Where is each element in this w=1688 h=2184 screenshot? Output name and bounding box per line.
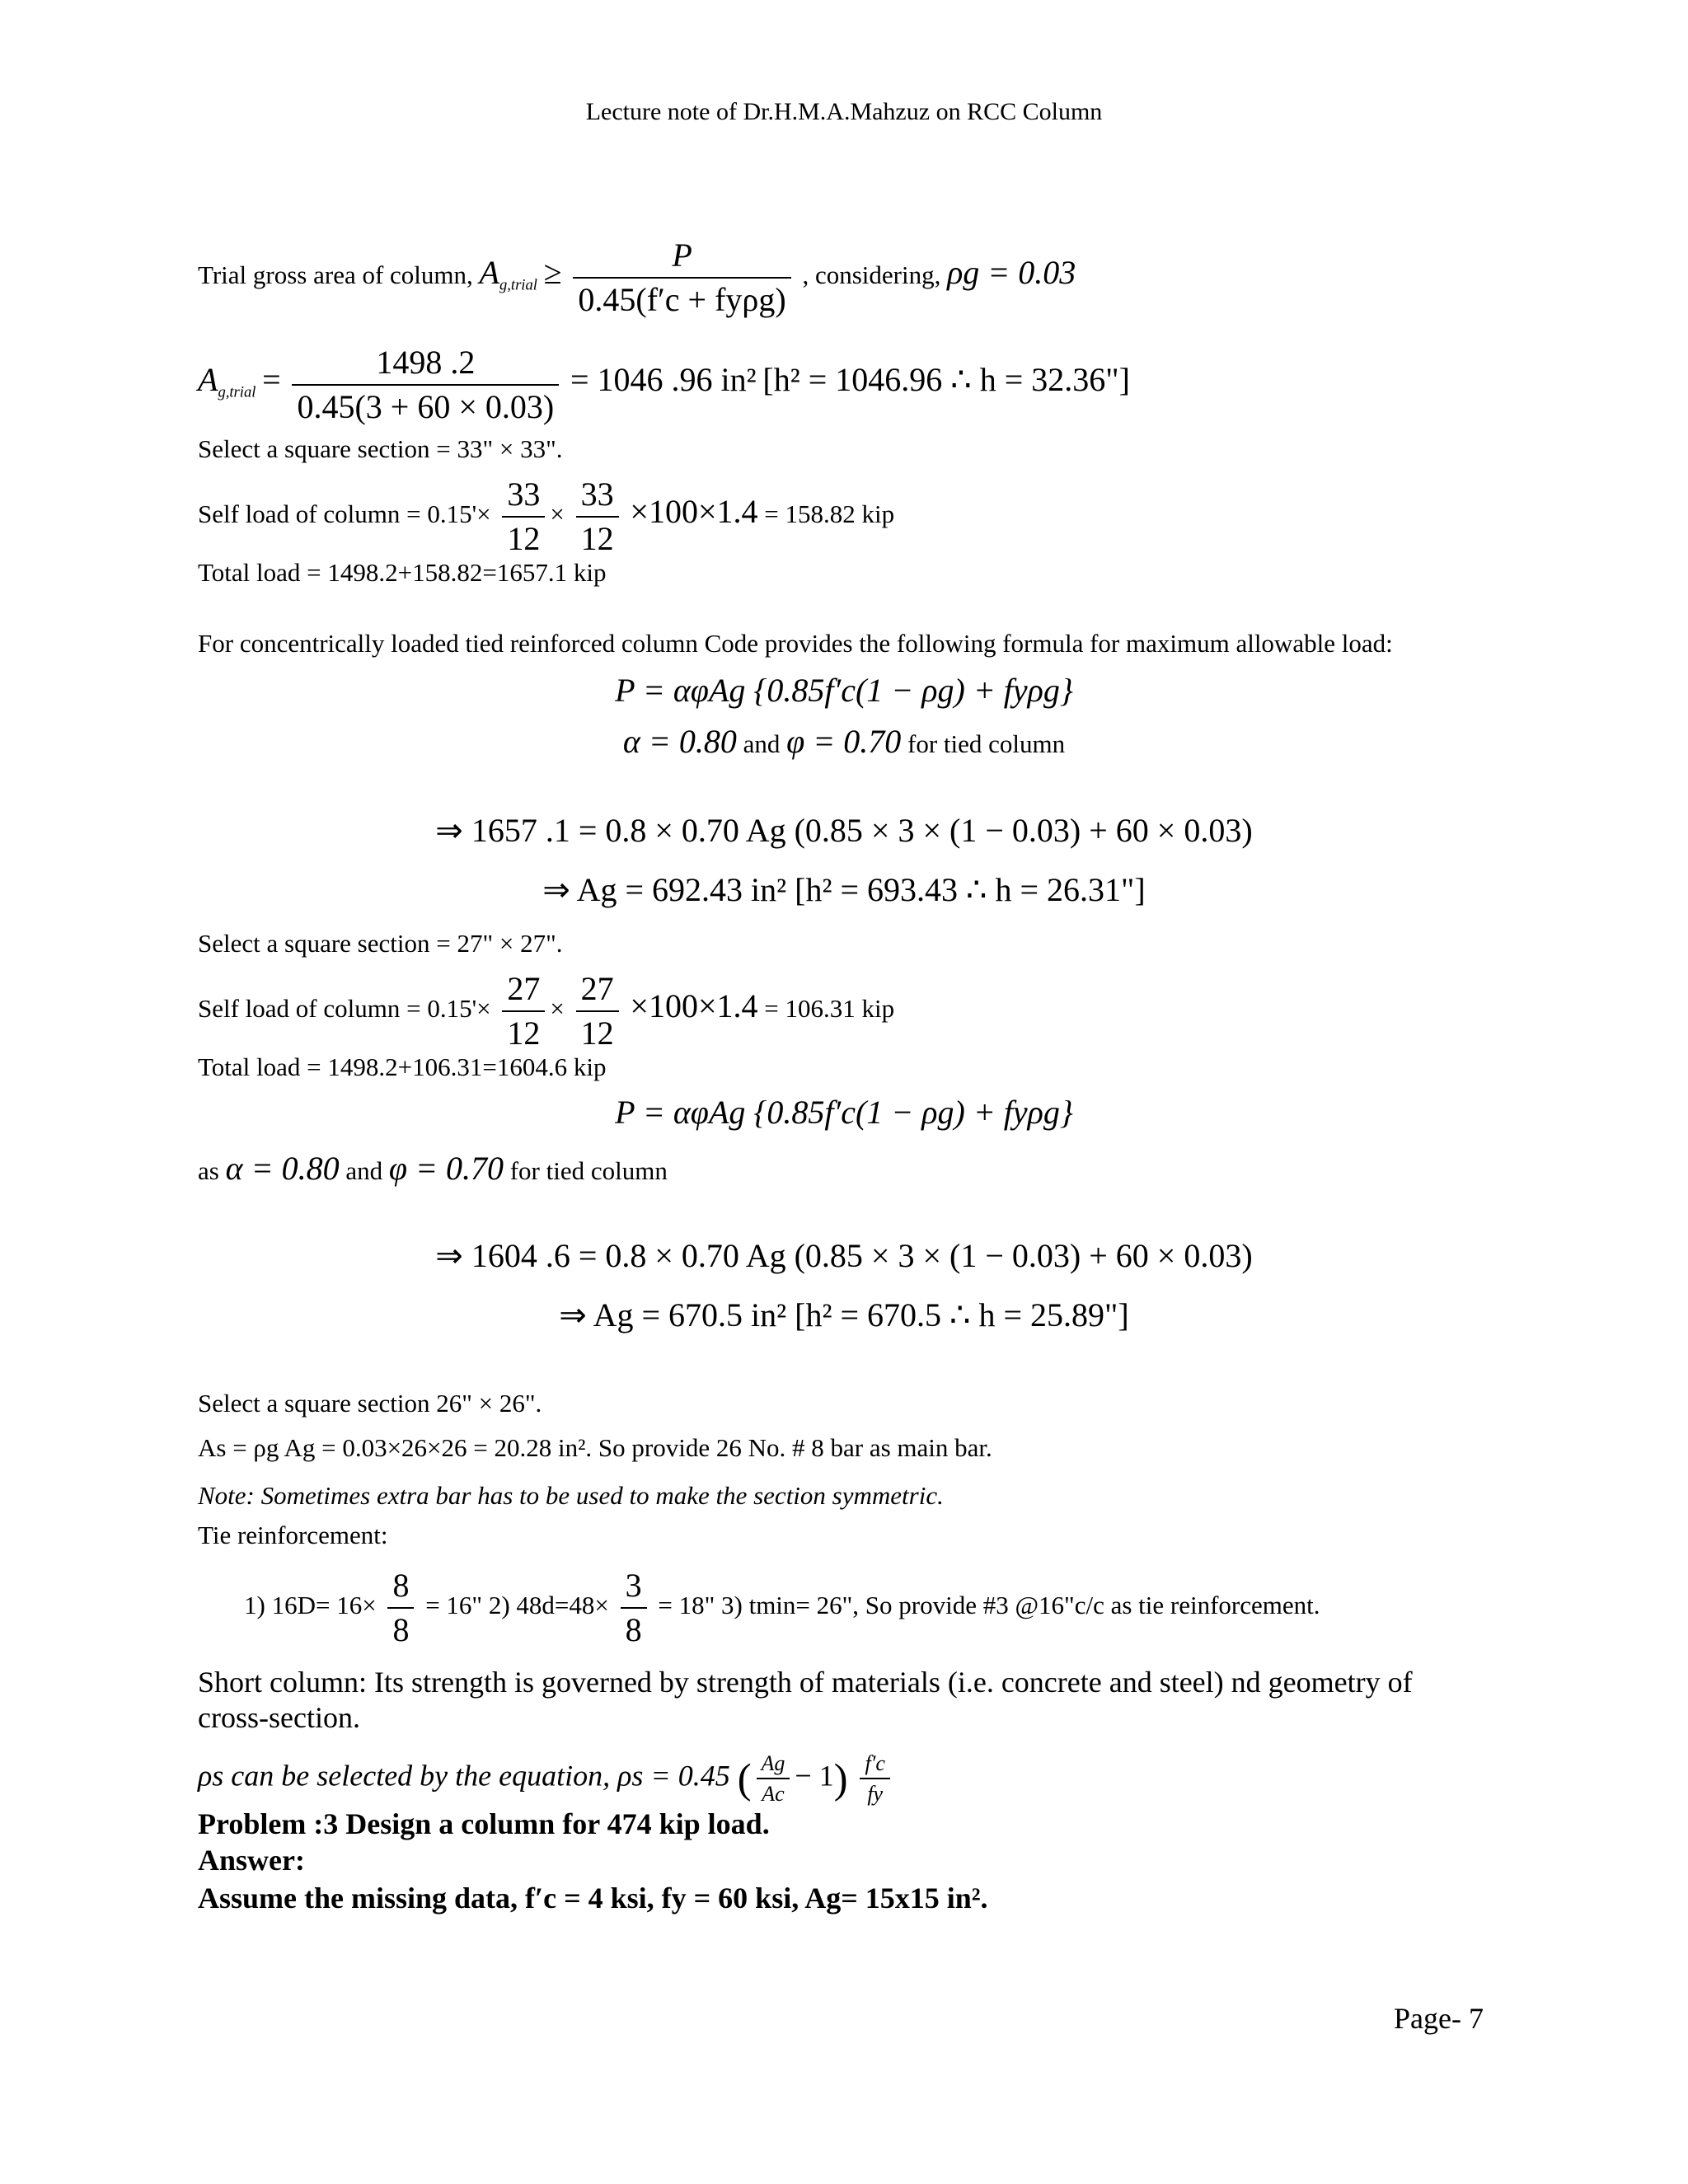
total-load-2: Total load = 1498.2+106.31=1604.6 kip (198, 1052, 607, 1081)
solve-area-1: ⇒ Ag = 692.43 in² [h² = 693.43 ∴ h = 26.31"] (542, 871, 1146, 908)
capacity-formula-1: P = αφAg {0.85f′c(1 − ρg) + fyρg} (615, 672, 1073, 709)
solve-area-2: ⇒ Ag = 670.5 in² [h² = 670.5 ∴ h = 25.89"] (559, 1296, 1129, 1333)
problem-3-title: Problem :3 Design a column for 474 kip load. (198, 1807, 770, 1840)
code-formula-intro: For concentrically loaded tied reinforced column Code provides the following formula for maximum allowable load: (198, 629, 1393, 658)
page-header: Lecture note of Dr.H.M.A.Mahzuz on RCC Column (585, 98, 1103, 125)
factors-line-1: α = 0.80 and φ = 0.70 for tied column (622, 723, 1066, 760)
capacity-formula-2: P = αφAg {0.85f′c(1 − ρg) + fyρg} (615, 1094, 1073, 1131)
self-load-27: Self load of column = 0.15'× $\frac{27}{12}$ × $\frac{27}{12}$ ×100×1.4 = 106.31 kip (198, 970, 895, 1052)
total-load-1: Total load = 1498.2+158.82=1657.1 kip (198, 558, 607, 587)
short-column-text: Short column: Its strength is governed by strength of materials (i.e. concrete and steel) nd geometry of cross-section. (198, 1666, 1413, 1735)
trial-area-calc: $A_{g,trial}$ = $\frac{1498 .2}{0.45(3 + 60 \times 0.03)}$ = 1046 .96 in² [h² = 1046.96 ∴ h = 32.36"] (198, 344, 1130, 425)
trial-area-line: Trial gross area of column, $A_{g,trial}$ ≥ $\frac{P}{\text{0.45(f′c + fyρg)}}$ , considering, ρg = 0.03 (198, 237, 1076, 318)
tie-heading: Tie reinforcement: (198, 1521, 388, 1549)
factors-line-2: as α = 0.80 and φ = 0.70 for tied column (198, 1150, 668, 1187)
page-number: Page- 7 (1394, 2002, 1484, 2035)
answer-heading: Answer: (198, 1844, 305, 1877)
tie-spacing-line: 1) 16D= 16× $\frac{8}{8}$ = 16" 2) 48d=48× $\frac{3}{8}$ = 18" 3) tmin= 26", So provide #3 @16"c/c as tie reinforcement. (244, 1567, 1320, 1648)
solve-line-1: ⇒ 1657 .1 = 0.8 × 0.70 Ag (0.85 × 3 × (1 − 0.03) + 60 × 0.03) (435, 812, 1253, 849)
rho-s-equation: ρs can be selected by the equation, ρs = 0.45 ( $\frac{Ag}{Ac}$ − 1) $\frac{f'c}{fy}$ (198, 1750, 895, 1807)
solve-line-2: ⇒ 1604 .6 = 0.8 × 0.70 Ag (0.85 × 3 × (1 − 0.03) + 60 × 0.03) (435, 1237, 1253, 1274)
assumed-data: Assume the missing data, f′c = 4 ksi, fy = 60 ksi, Ag= 15x15 in². (198, 1882, 988, 1915)
steel-area-line: As = ρg Ag = 0.03×26×26 = 20.28 in². So provide 26 No. # 8 bar as main bar. (198, 1433, 992, 1462)
select-section-33: Select a square section = 33" × 33". (198, 434, 563, 463)
symmetry-note: Note: Sometimes extra bar has to be used to make the section symmetric. (198, 1481, 944, 1510)
trial-area-fraction: $\frac{P}{\text{0.45(f′c + fyρg)}}$ (573, 236, 790, 320)
select-section-27: Select a square section = 27" × 27". (198, 929, 563, 958)
select-section-26: Select a square section 26" × 26". (198, 1389, 542, 1418)
self-load-33: Self load of column = 0.15'× $\frac{33}{12}$ × $\frac{33}{12}$ ×100×1.4 = 158.82 kip (198, 476, 895, 557)
